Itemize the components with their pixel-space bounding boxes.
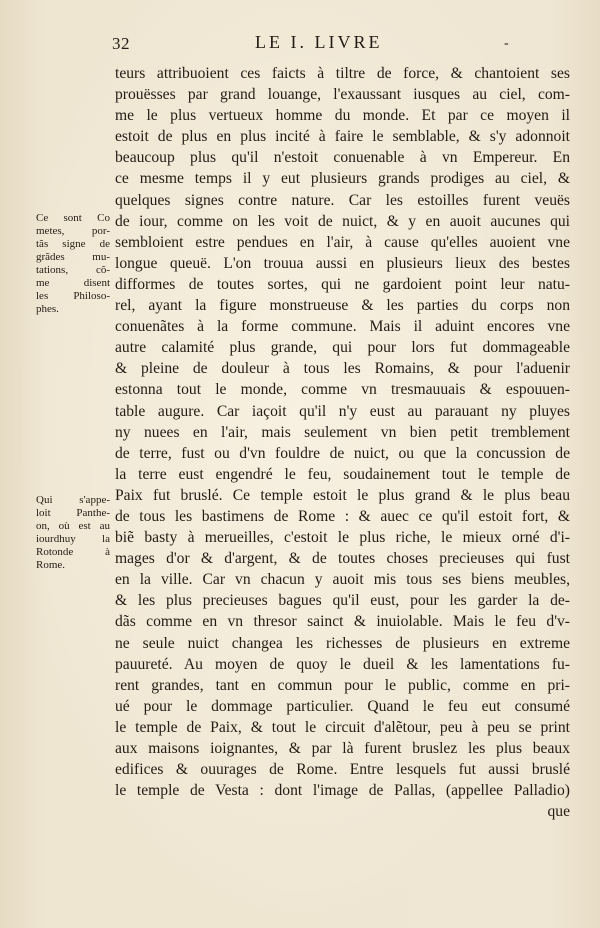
margin-note-line: tãs signe de: [36, 238, 110, 250]
text-line: la terre eust engendré le feu, soudainement tout le temple de: [115, 465, 570, 483]
text-line: estoit de plus en plus incité à faire le semblable, & s'y adonnoit: [115, 128, 570, 146]
text-line: rel, ayant la figure monstrueuse & les parties du corps non: [115, 297, 570, 315]
text-line: & les plus precieuses bagues qu'il eust, pour les garder la de-: [115, 592, 570, 610]
text-line: teurs attribuoient ces faicts à tiltre de force, & chantoient ses: [115, 65, 570, 82]
margin-note-line: iourdhuy la: [36, 533, 110, 545]
text-line: mages d'or & d'argent, & de toutes choses precieuses qui fust: [115, 550, 570, 568]
body-text: [115, 63, 570, 822]
header-mark: -: [504, 36, 509, 51]
text-line: Paix fut bruslé. Ce temple estoit le plus grand & le plus beau: [115, 486, 570, 504]
margin-note-line: les Philoso-: [36, 290, 110, 302]
text-line: difformes de toutes sortes, qui ne gardoient point leur natu-: [115, 275, 570, 293]
text-line: dãs comme en vn thresor sainct & inuiolable. Mais le feu d'v-: [115, 613, 570, 631]
text-line: conuenãtes à la forme commune. Mais il aduint encores vne: [115, 318, 570, 336]
margin-note-line: grãdes mu-: [36, 251, 110, 263]
text-line: & pleine de douleur à tous les Romains, & pour l'aduenir: [115, 360, 570, 378]
margin-note-pantheon: [36, 494, 110, 572]
text-line: quelques signes contre nature. Car les estoilles furent veuës: [115, 191, 570, 209]
margin-note-line: Ce sont Co: [36, 212, 110, 224]
text-line: aux maisons ioignantes, & par là furent bruslez les plus beaux: [115, 740, 570, 757]
margin-note-line: Qui s'appe-: [36, 494, 110, 506]
margin-note-comets: [36, 212, 110, 316]
text-line: ué pour le dommage particulier. Quand le feu eut consumé: [115, 697, 570, 715]
text-line: biẽ basty à merueilles, c'estoit le plus riche, le mieux orné d'i-: [115, 529, 570, 547]
text-line: edifices & ouurages de Rome. Entre lesquels fut aussi bruslé: [115, 761, 570, 779]
text-line: autre calamité plus grande, qui pour lors fut dommageable: [115, 339, 570, 357]
text-line: de terre, fust ou d'vn fouldre de nuict, ou que la concussion de: [115, 444, 570, 462]
text-line: me le plus vertueux homme du monde. Et par ce moyen il: [115, 107, 570, 125]
margin-note-line: metes, por-: [36, 225, 110, 237]
margin-note-line: me disent: [36, 277, 110, 289]
margin-note-line: phes.: [36, 303, 59, 315]
margin-note-line: loit Panthe-: [36, 507, 110, 519]
margin-note-line: Rome.: [36, 559, 66, 571]
text-line: rent grandes, tant en commun pour le public, comme en pri-: [115, 676, 570, 694]
text-line: que: [547, 803, 570, 821]
page-number: 32: [112, 34, 130, 53]
text-line: pauureté. Au moyen de quoy le dueil & les lamentations fu-: [115, 655, 570, 673]
margin-note-line: tations, cõ-: [36, 264, 110, 276]
text-line: longue queuë. L'on trouua aussi en plusieurs lieux des bestes: [115, 254, 570, 272]
text-line: ce mesme temps il y eut plusieurs grands prodiges au ciel, &: [115, 170, 570, 188]
text-line: le temple de Paix, & tout le circuit d'alẽtour, peu à peu se print: [115, 718, 570, 736]
running-title: LE I. LIVRE: [255, 32, 383, 52]
text-line: en la ville. Car vn chacun y auoit mis tous ses biens meubles,: [115, 571, 570, 589]
text-line: de iour, comme on les voit de nuict, & y en auoit aucunes qui: [115, 212, 570, 230]
page-header: [0, 30, 600, 54]
text-line: estonna tout le monde, comme vn tresmauuais & espouuen-: [115, 381, 570, 399]
margin-note-line: Rotonde à: [36, 546, 110, 558]
text-line: le temple de Vesta : dont l'image de Pallas, (appellee Palladio): [115, 782, 570, 800]
text-line: prouësses par grand louange, l'exaussant iusques au ciel, com-: [115, 86, 570, 104]
text-line: ny nuees en l'air, mais seulement vn bien petit tremblement: [115, 423, 570, 441]
text-line: sembloient estre pendues en l'air, à cause qu'elles auoient vne: [115, 233, 570, 251]
text-line: table augure. Car iaçoit qu'il n'y eust au parauant ny pluyes: [115, 402, 570, 420]
text-line: ne seule nuict changea les richesses de plusieurs en extreme: [115, 634, 570, 652]
text-line: de tous les bastimens de Rome : & auec ce qu'il estoit fort, &: [115, 507, 570, 525]
margin-note-line: on, où est au: [36, 520, 110, 532]
text-line: beaucoup plus qu'il n'estoit conuenable à vn Empereur. En: [115, 149, 570, 167]
